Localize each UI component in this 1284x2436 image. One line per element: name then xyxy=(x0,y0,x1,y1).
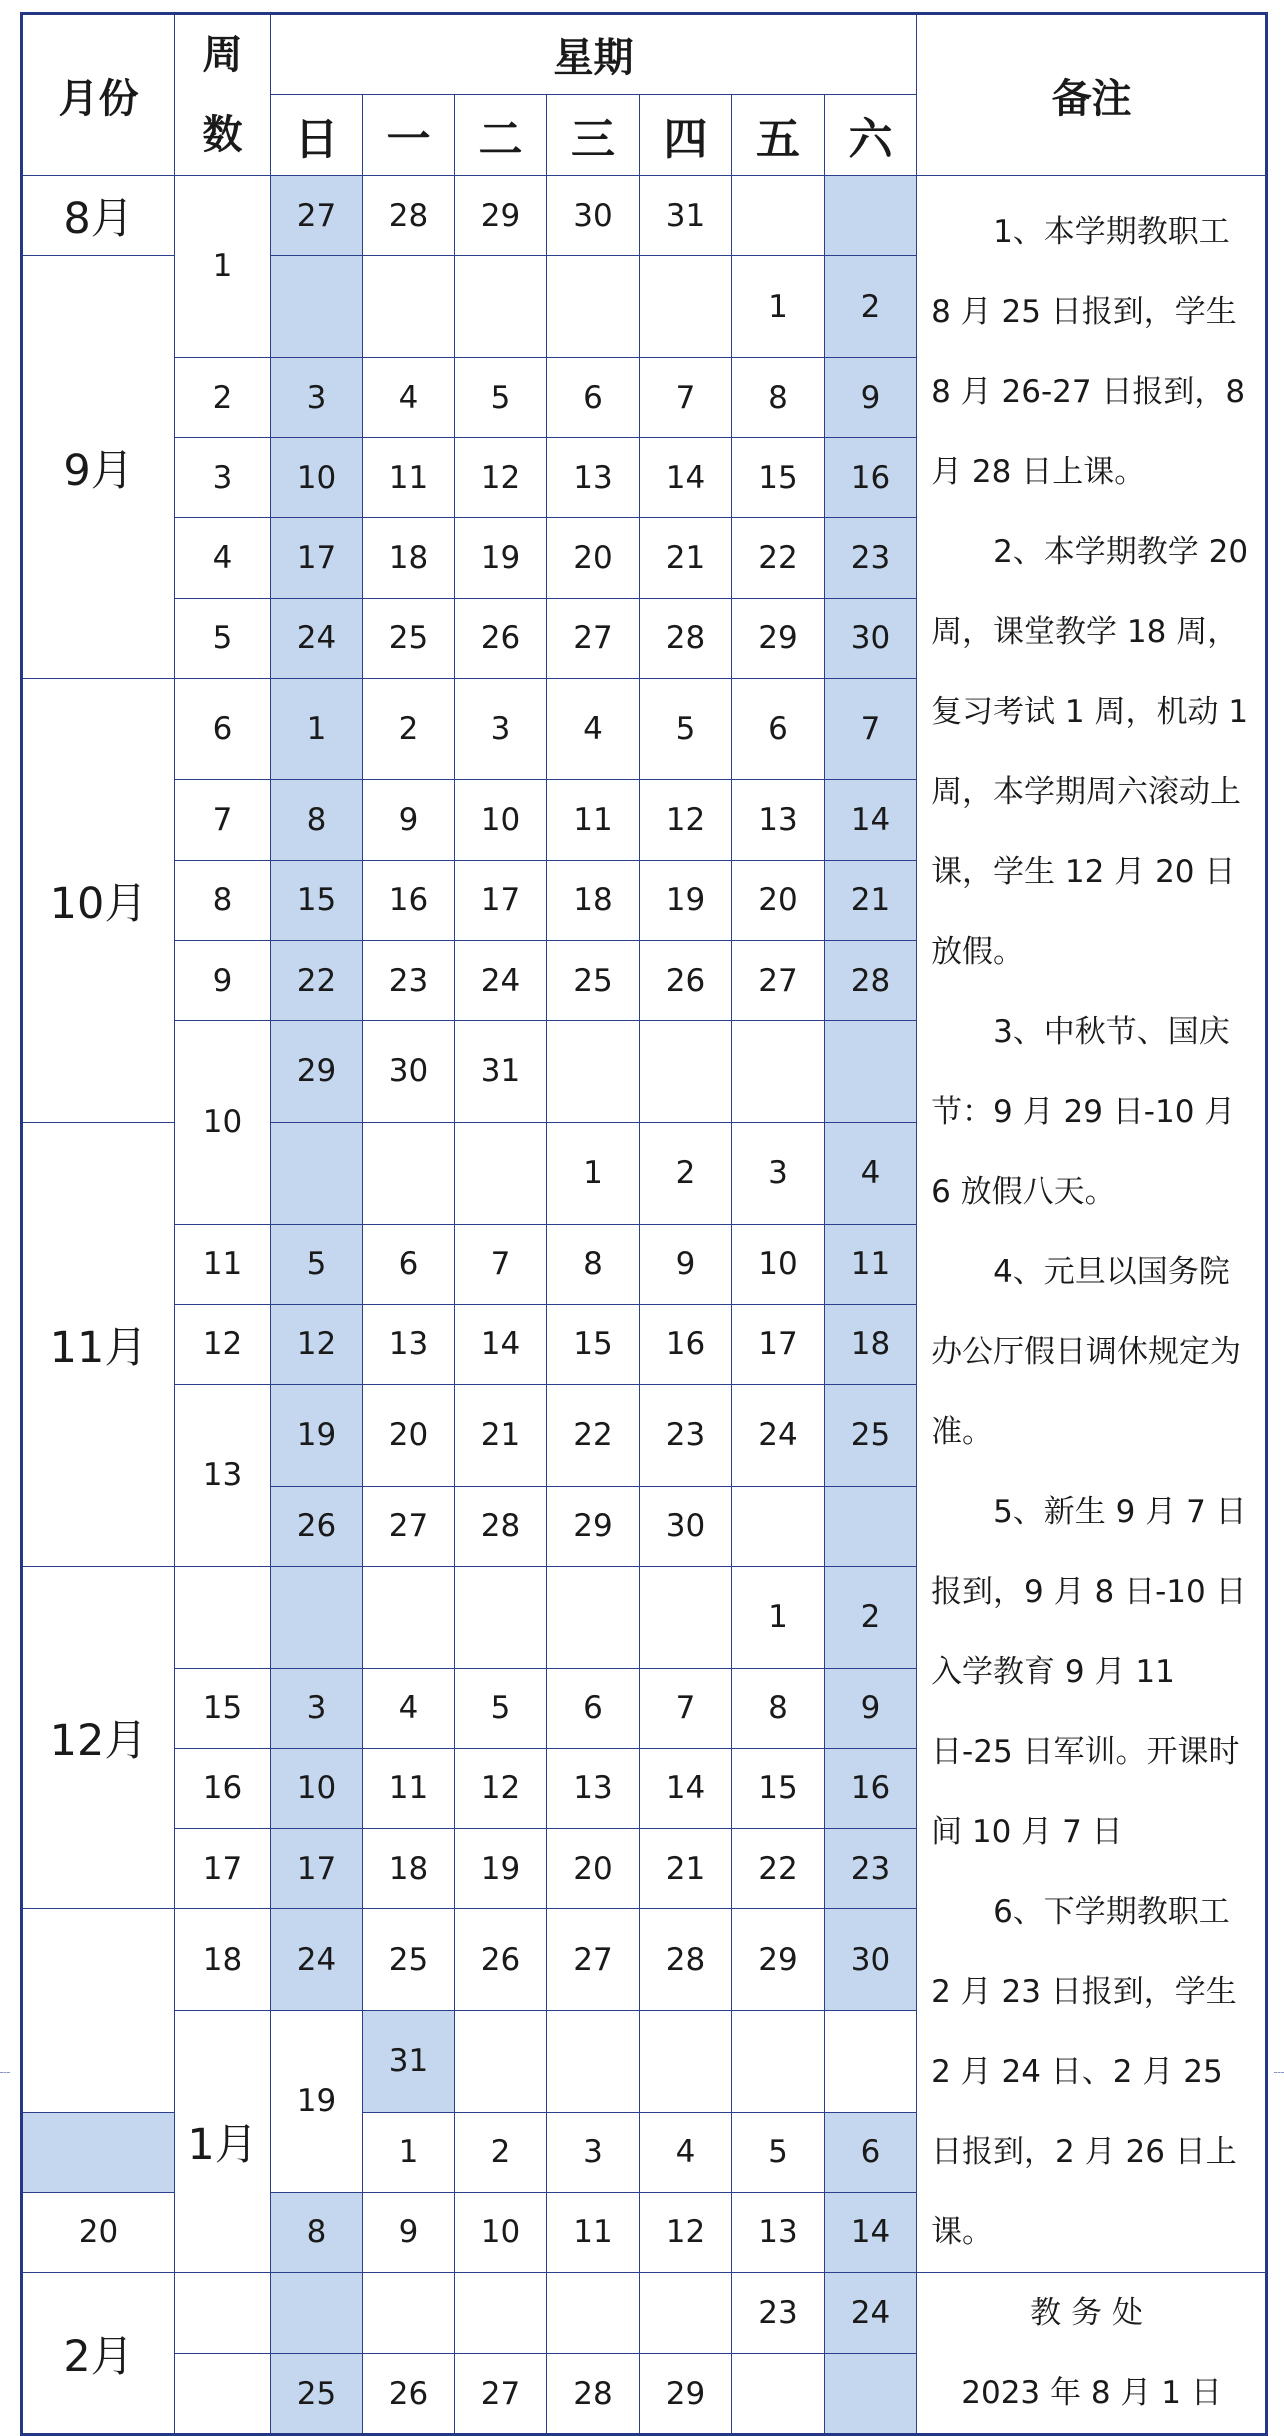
day-cell: 16 xyxy=(825,1748,917,1828)
day-cell: 15 xyxy=(732,438,825,518)
day-cell: 9 xyxy=(363,2192,455,2272)
day-cell: 12 xyxy=(640,2192,732,2272)
day-cell: 18 xyxy=(363,1828,455,1908)
day-cell: 2 xyxy=(825,1566,917,1668)
header-weekday-6: 六 xyxy=(825,95,917,176)
day-cell: 3 xyxy=(455,678,547,780)
header-weekday-4: 四 xyxy=(640,95,732,176)
day-cell xyxy=(363,1122,455,1224)
day-cell xyxy=(271,1566,363,1668)
week-number-cell xyxy=(175,1566,271,1668)
day-cell: 29 xyxy=(732,598,825,678)
day-cell: 5 xyxy=(732,2112,825,2192)
day-cell: 6 xyxy=(732,678,825,780)
day-cell: 13 xyxy=(732,2192,825,2272)
day-cell xyxy=(547,256,640,358)
day-cell: 30 xyxy=(640,1486,732,1566)
day-cell xyxy=(363,2273,455,2354)
day-cell: 11 xyxy=(547,2192,640,2272)
day-cell: 12 xyxy=(271,1304,363,1384)
day-cell: 1 xyxy=(363,2112,455,2192)
day-cell: 26 xyxy=(271,1486,363,1566)
header-week-line2: 数 xyxy=(202,112,243,158)
day-cell: 30 xyxy=(363,1021,455,1123)
day-cell: 25 xyxy=(363,598,455,678)
day-cell: 21 xyxy=(640,1828,732,1908)
day-cell: 13 xyxy=(547,438,640,518)
day-cell: 18 xyxy=(363,518,455,598)
day-cell: 8 xyxy=(547,1224,640,1304)
day-cell: 13 xyxy=(732,780,825,860)
week-number-cell: 11 xyxy=(175,1224,271,1304)
week-number-cell: 7 xyxy=(175,780,271,860)
day-cell: 23 xyxy=(640,1384,732,1486)
day-cell xyxy=(271,1122,363,1224)
day-cell: 8 xyxy=(271,2192,363,2272)
day-cell: 24 xyxy=(732,1384,825,1486)
day-cell xyxy=(455,1122,547,1224)
day-cell: 30 xyxy=(825,1909,917,2011)
day-cell xyxy=(455,256,547,358)
day-cell xyxy=(825,1486,917,1566)
day-cell xyxy=(363,1566,455,1668)
week-number-cell: 9 xyxy=(175,940,271,1020)
header-notes: 备注 xyxy=(917,14,1267,176)
day-cell: 21 xyxy=(455,1384,547,1486)
day-cell: 6 xyxy=(547,357,640,437)
note-item: 5、新生 9 月 7 日报到，9 月 8 日-10 日入学教育 9 月 11 日-25 日军训。开课时间 10 月 7 日 xyxy=(931,1494,1247,1850)
calendar-row xyxy=(22,176,1267,256)
header-weekday-2: 二 xyxy=(455,95,547,176)
note-item: 2、本学期教学 20 周，课堂教学 18 周，复习考试 1 周，机动 1 周，本学期周六滚动上课，学生 12 月 20 日放假。 xyxy=(931,534,1249,970)
day-cell: 2 xyxy=(640,1122,732,1224)
signature-office: 教务处 xyxy=(1030,2295,1154,2331)
day-cell: 21 xyxy=(640,518,732,598)
day-cell: 31 xyxy=(455,1021,547,1123)
school-calendar-table xyxy=(20,12,1268,2436)
header-weekday-0: 日 xyxy=(271,95,363,176)
header-weekday-group: 星期 xyxy=(271,14,917,95)
day-cell: 16 xyxy=(640,1304,732,1384)
month-cell: 10月 xyxy=(22,678,175,1122)
header-week-number xyxy=(175,14,271,176)
day-cell: 9 xyxy=(825,1668,917,1748)
day-cell xyxy=(363,256,455,358)
day-cell: 5 xyxy=(455,357,547,437)
day-cell: 5 xyxy=(271,1224,363,1304)
month-cell: 1月 xyxy=(175,2010,271,2272)
day-cell: 17 xyxy=(455,860,547,940)
day-cell: 23 xyxy=(825,1828,917,1908)
note-item: 4、元旦以国务院办公厅假日调休规定为准。 xyxy=(931,1254,1242,1450)
header-weekday-5: 五 xyxy=(732,95,825,176)
day-cell: 2 xyxy=(455,2112,547,2192)
day-cell: 25 xyxy=(547,940,640,1020)
day-cell: 14 xyxy=(825,780,917,860)
day-cell: 1 xyxy=(271,678,363,780)
day-cell: 12 xyxy=(455,438,547,518)
day-cell: 27 xyxy=(363,1486,455,1566)
signature-date: 2023 年 8 月 1 日 xyxy=(961,2375,1222,2411)
week-number-cell: 6 xyxy=(175,678,271,780)
day-cell: 10 xyxy=(455,2192,547,2272)
month-cell: 9月 xyxy=(22,256,175,679)
day-cell: 27 xyxy=(271,176,363,256)
header-weekday-3: 三 xyxy=(547,95,640,176)
day-cell: 2 xyxy=(363,678,455,780)
day-cell: 26 xyxy=(363,2354,455,2435)
day-cell: 24 xyxy=(825,2273,917,2354)
day-cell xyxy=(825,176,917,256)
note-item: 1、本学期教职工 8 月 25 日报到，学生 8 月 26-27 日报到，8 月 28 日上课。 xyxy=(931,214,1246,490)
day-cell: 17 xyxy=(271,518,363,598)
day-cell: 31 xyxy=(640,176,732,256)
day-cell xyxy=(640,1021,732,1123)
day-cell: 8 xyxy=(732,357,825,437)
week-number-cell: 3 xyxy=(175,438,271,518)
day-cell xyxy=(271,256,363,358)
day-cell: 19 xyxy=(640,860,732,940)
day-cell: 4 xyxy=(825,1122,917,1224)
day-cell: 22 xyxy=(271,940,363,1020)
day-cell: 30 xyxy=(825,598,917,678)
day-cell: 24 xyxy=(271,598,363,678)
day-cell xyxy=(732,176,825,256)
day-cell: 4 xyxy=(363,1668,455,1748)
header-month: 月份 xyxy=(22,14,175,176)
day-cell: 5 xyxy=(455,1668,547,1748)
month-cell: 12月 xyxy=(22,1566,175,1908)
left-margin-mark xyxy=(0,2072,10,2073)
day-cell: 7 xyxy=(640,1668,732,1748)
day-cell: 17 xyxy=(732,1304,825,1384)
day-cell: 7 xyxy=(825,678,917,780)
day-cell: 24 xyxy=(455,940,547,1020)
month-cell: 11月 xyxy=(22,1122,175,1566)
month-cell: 8月 xyxy=(22,176,175,256)
day-cell xyxy=(825,2354,917,2435)
day-cell xyxy=(640,2010,732,2112)
day-cell: 10 xyxy=(271,438,363,518)
day-cell: 28 xyxy=(547,2354,640,2435)
day-cell: 18 xyxy=(547,860,640,940)
day-cell: 11 xyxy=(363,1748,455,1828)
week-number-cell: 13 xyxy=(175,1384,271,1566)
note-item: 3、中秋节、国庆节：9 月 29 日-10 月 6 放假八天。 xyxy=(931,1014,1236,1210)
day-cell: 30 xyxy=(547,176,640,256)
day-cell: 3 xyxy=(732,1122,825,1224)
day-cell: 1 xyxy=(732,256,825,358)
day-cell: 29 xyxy=(455,176,547,256)
week-number-cell: 8 xyxy=(175,860,271,940)
week-number-cell: 17 xyxy=(175,1828,271,1908)
day-cell: 19 xyxy=(271,1384,363,1486)
day-cell: 28 xyxy=(640,1909,732,2011)
week-number-cell: 15 xyxy=(175,1668,271,1748)
day-cell xyxy=(547,2010,640,2112)
week-number-cell: 16 xyxy=(175,1748,271,1828)
day-cell: 25 xyxy=(271,2354,363,2435)
day-cell: 29 xyxy=(271,1021,363,1123)
day-cell: 27 xyxy=(732,940,825,1020)
right-margin-mark xyxy=(1274,2072,1284,2073)
signature-cell xyxy=(917,2273,1267,2435)
day-cell: 7 xyxy=(455,1224,547,1304)
week-number-cell xyxy=(175,2273,271,2354)
day-cell: 19 xyxy=(455,518,547,598)
month-cell: 2月 xyxy=(22,2273,175,2435)
day-cell xyxy=(455,2010,547,2112)
day-cell xyxy=(825,1021,917,1123)
calendar-row xyxy=(22,2273,1267,2354)
day-cell: 19 xyxy=(455,1828,547,1908)
day-cell: 27 xyxy=(547,598,640,678)
day-cell xyxy=(547,1566,640,1668)
day-cell xyxy=(640,1566,732,1668)
day-cell: 23 xyxy=(732,2273,825,2354)
day-cell: 7 xyxy=(640,357,732,437)
day-cell xyxy=(22,2112,175,2192)
day-cell: 14 xyxy=(640,1748,732,1828)
day-cell: 21 xyxy=(825,860,917,940)
day-cell: 3 xyxy=(271,1668,363,1748)
day-cell xyxy=(732,2010,825,2112)
day-cell: 23 xyxy=(363,940,455,1020)
day-cell: 9 xyxy=(825,357,917,437)
day-cell: 10 xyxy=(455,780,547,860)
day-cell: 26 xyxy=(640,940,732,1020)
day-cell: 6 xyxy=(363,1224,455,1304)
day-cell: 22 xyxy=(547,1384,640,1486)
day-cell: 20 xyxy=(732,860,825,940)
week-number-cell: 1 xyxy=(175,176,271,358)
day-cell: 5 xyxy=(640,678,732,780)
day-cell: 22 xyxy=(732,518,825,598)
day-cell: 4 xyxy=(640,2112,732,2192)
day-cell: 16 xyxy=(363,860,455,940)
day-cell xyxy=(640,256,732,358)
day-cell: 29 xyxy=(732,1909,825,2011)
week-number-cell: 5 xyxy=(175,598,271,678)
day-cell: 10 xyxy=(271,1748,363,1828)
day-cell: 8 xyxy=(732,1668,825,1748)
day-cell: 4 xyxy=(547,678,640,780)
day-cell: 25 xyxy=(363,1909,455,2011)
day-cell: 27 xyxy=(547,1909,640,2011)
day-cell xyxy=(732,1486,825,1566)
day-cell: 20 xyxy=(547,518,640,598)
day-cell: 14 xyxy=(455,1304,547,1384)
day-cell xyxy=(547,2273,640,2354)
day-cell: 29 xyxy=(547,1486,640,1566)
day-cell: 26 xyxy=(455,1909,547,2011)
day-cell: 3 xyxy=(547,2112,640,2192)
day-cell xyxy=(732,1021,825,1123)
day-cell: 13 xyxy=(363,1304,455,1384)
day-cell: 1 xyxy=(547,1122,640,1224)
day-cell: 9 xyxy=(363,780,455,860)
week-number-cell: 2 xyxy=(175,357,271,437)
day-cell: 18 xyxy=(825,1304,917,1384)
day-cell: 13 xyxy=(547,1748,640,1828)
day-cell: 15 xyxy=(547,1304,640,1384)
day-cell: 29 xyxy=(640,2354,732,2435)
day-cell: 6 xyxy=(547,1668,640,1748)
day-cell: 11 xyxy=(363,438,455,518)
day-cell: 14 xyxy=(640,438,732,518)
day-cell: 11 xyxy=(547,780,640,860)
month-cell xyxy=(22,1909,175,2112)
week-number-cell: 18 xyxy=(175,1909,271,2011)
day-cell: 1 xyxy=(732,1566,825,1668)
day-cell: 27 xyxy=(455,2354,547,2435)
day-cell: 24 xyxy=(271,1909,363,2011)
day-cell: 6 xyxy=(825,2112,917,2192)
header-week-line1: 周 xyxy=(202,32,243,78)
day-cell: 28 xyxy=(825,940,917,1020)
day-cell: 20 xyxy=(363,1384,455,1486)
day-cell xyxy=(825,2010,917,2112)
day-cell: 10 xyxy=(732,1224,825,1304)
header-weekday-1: 一 xyxy=(363,95,455,176)
day-cell xyxy=(455,1566,547,1668)
day-cell: 15 xyxy=(732,1748,825,1828)
day-cell xyxy=(455,2273,547,2354)
week-number-cell xyxy=(175,2354,271,2435)
day-cell xyxy=(640,2273,732,2354)
notes-cell xyxy=(917,176,1267,2273)
day-cell: 31 xyxy=(363,2010,455,2112)
note-item: 6、下学期教职工 2 月 23 日报到，学生 2 月 24 日、2 月 25 日报到，2 月 26 日上课。 xyxy=(931,1894,1237,2250)
day-cell: 8 xyxy=(271,780,363,860)
day-cell: 22 xyxy=(732,1828,825,1908)
day-cell: 11 xyxy=(825,1224,917,1304)
day-cell: 16 xyxy=(825,438,917,518)
day-cell: 14 xyxy=(825,2192,917,2272)
day-cell: 28 xyxy=(640,598,732,678)
week-number-cell: 12 xyxy=(175,1304,271,1384)
notes-list xyxy=(917,176,1266,2272)
day-cell: 17 xyxy=(271,1828,363,1908)
day-cell: 4 xyxy=(363,357,455,437)
day-cell: 28 xyxy=(455,1486,547,1566)
day-cell: 28 xyxy=(363,176,455,256)
day-cell: 12 xyxy=(455,1748,547,1828)
week-number-cell: 19 xyxy=(271,2010,363,2192)
week-number-cell: 4 xyxy=(175,518,271,598)
day-cell: 3 xyxy=(271,357,363,437)
day-cell: 15 xyxy=(271,860,363,940)
day-cell: 12 xyxy=(640,780,732,860)
day-cell: 2 xyxy=(825,256,917,358)
day-cell: 9 xyxy=(640,1224,732,1304)
week-number-cell: 20 xyxy=(22,2192,175,2272)
day-cell: 23 xyxy=(825,518,917,598)
day-cell: 25 xyxy=(825,1384,917,1486)
day-cell: 26 xyxy=(455,598,547,678)
day-cell xyxy=(271,2273,363,2354)
day-cell: 20 xyxy=(547,1828,640,1908)
week-number-cell: 10 xyxy=(175,1021,271,1224)
day-cell xyxy=(547,1021,640,1123)
day-cell xyxy=(732,2354,825,2435)
